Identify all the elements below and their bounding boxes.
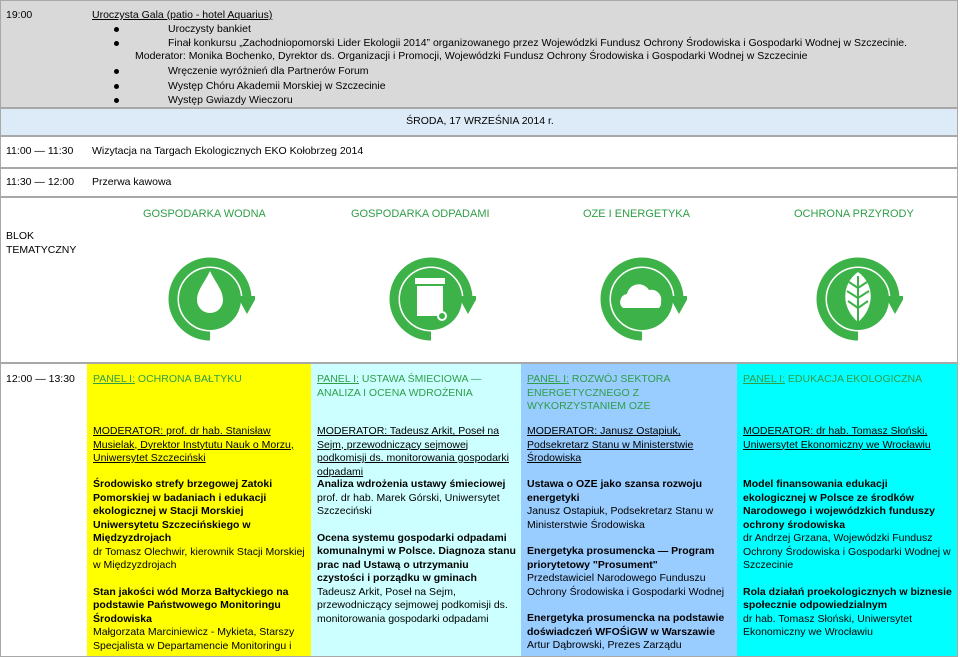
trash-bin-icon (386, 254, 476, 344)
visit-text: Wizytacja na Targach Ekologicznych EKO Kołobrzeg 2014 (92, 145, 364, 157)
coffee-row (0, 168, 958, 197)
gala-title: Uroczysta Gala (patio - hotel Aquarius) (92, 9, 273, 21)
visit-time: 11:00 — 11:30 (6, 145, 74, 157)
water-drop-icon (165, 254, 255, 344)
gala-row: 19:00 Uroczysta Gala (patio - hotel Aquarius) Uroczysty bankiet Finał konkursu „Zachodniopomorski Lider Ekologii 2014” organizowanego przez Wojewódzki Fundusz Ochrony Środowiska i Gospodarki Wodnej w Szczecinie. Moderator: Monika Bochenko, Dyrektor ds. Organizacji i Promocji, Wojewódzki Fundusz Ochrony Środowiska i Gospodarki Wodnej w Szczecinie Wręczenie wyróżnień dla Partnerów Forum Występ Chóru Akademii Morskiej w Szczecinie Występ Gwiazdy Wieczoru (0, 0, 958, 108)
date-row (0, 108, 958, 136)
panel-baltic-heading: PANEL I: OCHRONA BAŁTYKU (93, 373, 242, 385)
block-label-2: TEMATYCZNY (6, 244, 77, 256)
panel-waste-talks: Analiza wdrożenia ustawy śmieciowej prof. dr hab. Marek Górski, Uniwersytet Szczeciński Ocena systemu gospodarki odpadami komunalnymi w Polsce. Diagnoza stanu prac nad Ustawą o utrzymaniu czystości i porządku w gminach Tadeusz Arkit, Poseł na Sejm, przewodniczący sejmowej podkomisji ds. monitorowania gospodarki odpadami (317, 478, 516, 625)
panel-waste-moderator: MODERATOR: Tadeusz Arkit, Poseł na Sejm, przewodniczący sejmowej podkomisji ds. monitorowania gospodarki odpadami (317, 425, 510, 478)
category-waste: GOSPODARKA ODPADAMI (351, 208, 490, 220)
block-label-1: BLOK (6, 230, 35, 242)
panel-energy (521, 364, 737, 656)
coffee-time: 11:30 — 12:00 (6, 176, 75, 188)
panel-energy-talks: Ustawa o OZE jako szansa rozwoju energetyki Janusz Ostapiuk, Podsekretarz Stanu w Ministerstwie Środowiska Energetyka prosumencka — Program priorytetowy "Prosument" Przedstawiciel Narodowego Funduszu Ochrony Środowiska i Gospodarki Wodnej Energetyka prosumencka na podstawie doświadczeń WFOŚiGW w Warszawie Artur Dąbrowski, Prezes Zarządu (527, 478, 725, 651)
panel-baltic (87, 364, 311, 656)
panel-waste-heading: PANEL I: USTAWA ŚMIECIOWA — ANALIZA I OCENA WDROŻENIA (317, 373, 482, 399)
panel-baltic-moderator: MODERATOR: prof. dr hab. Stanisław Musielak, Dyrektor Instytutu Nauk o Morzu, Uniwersytet Szczeciński (93, 425, 294, 464)
panels-time: 12:00 — 13:30 (6, 373, 75, 385)
panels-row (0, 363, 958, 657)
panel-education-moderator: MODERATOR: dr hab. Tomasz Słoński, Uniwersytet Ekonomiczny we Wrocławiu (743, 425, 931, 451)
cloud-icon (597, 254, 687, 344)
date-heading: ŚRODA, 17 WRZEŚNIA 2014 r. (406, 115, 554, 127)
panel-education (737, 364, 957, 656)
category-nature: OCHRONA PRZYRODY (794, 208, 914, 220)
panel-waste-law (311, 364, 521, 656)
thematic-block-row (0, 197, 958, 363)
leaf-icon (813, 254, 903, 344)
visit-row (0, 136, 958, 168)
panel-baltic-talks: Środowisko strefy brzegowej Zatoki Pomorskiej w badaniach i edukacji ekologicznej w Stacji Morskiej Uniwersytetu Szczecińskiego w Międzyzdrojach dr Tomasz Olechwir, kierownik Stacji Morskiej w Międzyzdrojach Stan jakości wód Morza Bałtyckiego na podstawie Państwowego Monitoringu Środowiska Małgorzata Marciniewicz - Mykieta, Starszy Specjalista w Departamencie Monitoringu i (93, 478, 305, 652)
panel-energy-moderator: MODERATOR: Janusz Ostapiuk, Podsekretarz Stanu w Ministerstwie Środowiska (527, 425, 694, 464)
coffee-text: Przerwa kawowa (92, 176, 172, 188)
category-water: GOSPODARKA WODNA (143, 208, 266, 220)
gala-item-moderator: Moderator: Monika Bochenko, Dyrektor ds. Organizacji i Promocji, Wojewódzki Fundusz Ochrony Środowiska i Gospodarki Wodnej w Szczecinie (135, 50, 808, 62)
category-energy: OZE I ENERGETYKA (583, 208, 690, 220)
panel-energy-heading: PANEL I: ROZWÓJ SEKTORA ENERGETYCZNEGO Z WYKORZYSTANIEM OZE (527, 373, 670, 412)
gala-time: 19:00 (6, 9, 33, 21)
panel-education-heading: PANEL I: EDUKACJA EKOLOGICZNA (743, 373, 923, 385)
panel-education-talks: Model finansowania edukacji ekologicznej w Polsce ze środków Narodowego i wojewódzkich funduszy ochrony środowiska dr Andrzej Grzana, Wojewódzki Fundusz Ochrony Środowiska i Gospodarki Wodnej w Szczecinie Rola działań proekologicznych w biznesie społecznie odpowiedzialnym dr hab. Tomasz Słoński, Uniwersytet Ekonomiczny we Wrocławiu (743, 478, 952, 638)
